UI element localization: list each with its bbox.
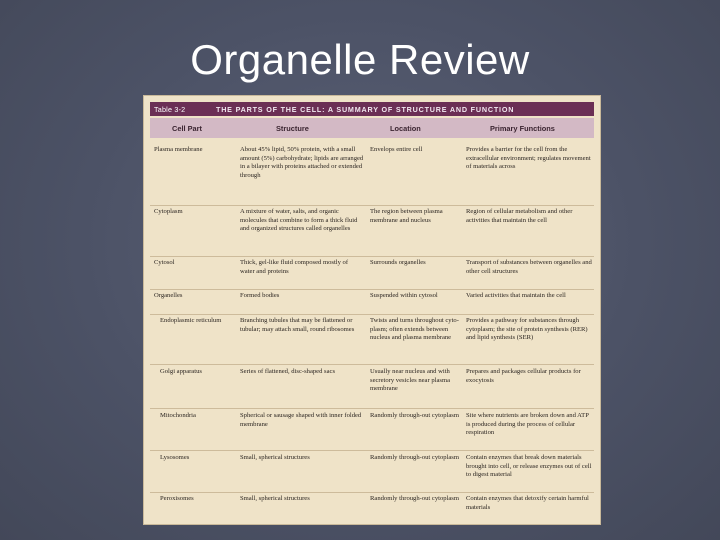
column-header-cell-part: Cell Part xyxy=(172,124,202,133)
cell-part: Mitochondria xyxy=(160,412,196,419)
row-divider xyxy=(150,492,594,493)
slide-title: Organelle Review xyxy=(190,36,530,83)
cell-functions: Contain enzymes that break down materials brought into cell, or release enzymes out of cell to digest material xyxy=(466,454,592,479)
cell-structure: Small, spherical structures xyxy=(240,454,310,461)
cell-structure: Series of flattened, disc-shaped sacs xyxy=(240,368,336,375)
row-divider xyxy=(150,289,594,290)
cell-structure: Small, spherical structures xyxy=(240,495,310,502)
cell-structure: Thick, gel-like fluid composed mostly of water and proteins xyxy=(240,259,349,275)
cell-part: Cytosol xyxy=(154,259,175,266)
table-label: Table 3-2 xyxy=(154,104,186,114)
cell-functions: Provides a pathway for substances through cytoplasm; the site of protein synthesis (RER) and lipid synthesis (SER) xyxy=(466,317,588,342)
cell-location: Randomly through-out cytoplasm xyxy=(370,412,460,419)
row-divider xyxy=(150,314,594,315)
cell-functions: Prepares and packages cellular products for exocytosis xyxy=(466,368,581,384)
cell-functions: Varied activities that maintain the cell xyxy=(466,292,566,299)
table-heading: THE PARTS OF THE CELL: A SUMMARY OF STRUCTURE AND FUNCTION xyxy=(216,104,515,114)
cell-structure: About 45% lipid, 50% protein, with a small amount (5%) carbohydrate; lipids are arranged in a bilayer with proteins attached or extended through xyxy=(240,146,364,179)
cell-part: Organelles xyxy=(154,292,183,299)
cell-location: Randomly through-out cytoplasm xyxy=(370,454,460,461)
column-header-location: Location xyxy=(390,124,421,133)
cell-part: Plasma membrane xyxy=(154,146,203,153)
row-divider xyxy=(150,364,594,365)
cell-structure: Formed bodies xyxy=(240,292,280,299)
row-divider xyxy=(150,256,594,257)
cell-structure: Spherical or sausage shaped with inner folded membrane xyxy=(240,412,362,428)
table-body xyxy=(150,140,594,520)
cell-location: Surrounds organelles xyxy=(370,259,426,266)
cell-structure: Branching tubules that may be flattened or tubular; may attach small, round ribosomes xyxy=(240,317,355,333)
column-header-structure: Structure xyxy=(276,124,309,133)
cell-part: Lysosomes xyxy=(160,454,190,461)
cell-location: Randomly through-out cytoplasm xyxy=(370,495,460,502)
column-header-primary-functions: Primary Functions xyxy=(490,124,555,133)
cell-functions: Transport of substances between organelles and other cell structures xyxy=(466,259,592,275)
cell-location: Suspended within cytosol xyxy=(370,292,438,299)
cell-part: Peroxisomes xyxy=(160,495,194,502)
row-divider xyxy=(150,450,594,451)
cell-functions: Contain enzymes that detoxify certain harmful materials xyxy=(466,495,589,511)
cell-location: The region between plasma membrane and nucleus xyxy=(370,208,443,224)
column-headers xyxy=(150,118,594,138)
cell-location: Envelops entire cell xyxy=(370,146,423,153)
row-divider xyxy=(150,408,594,409)
cell-location: Usually near nucleus and with secretory vesicles near plasma membrane xyxy=(370,368,451,393)
cell-part: Cytoplasm xyxy=(154,208,183,215)
cell-functions: Site where nutrients are broken down and ATP is produced during the process of cellular respiration xyxy=(466,412,589,437)
cell-part: Golgi apparatus xyxy=(160,368,202,375)
cell-functions: Region of cellular metabolism and other activities that maintain the cell xyxy=(466,208,573,224)
table-header-band xyxy=(150,102,594,116)
table-image xyxy=(144,96,600,524)
cell-location: Twists and turns throughout cyto-plasm; often extends between nucleus and plasma membrane xyxy=(370,317,459,342)
cell-functions: Provides a barrier for the cell from the extracellular environment; regulates movement of materials across xyxy=(466,146,591,171)
row-divider xyxy=(150,205,594,206)
cell-structure: A mixture of water, salts, and organic molecules that combine to form a thick fluid and organized structures called organelles xyxy=(240,208,358,233)
cell-part: Endoplasmic reticulum xyxy=(160,317,222,324)
